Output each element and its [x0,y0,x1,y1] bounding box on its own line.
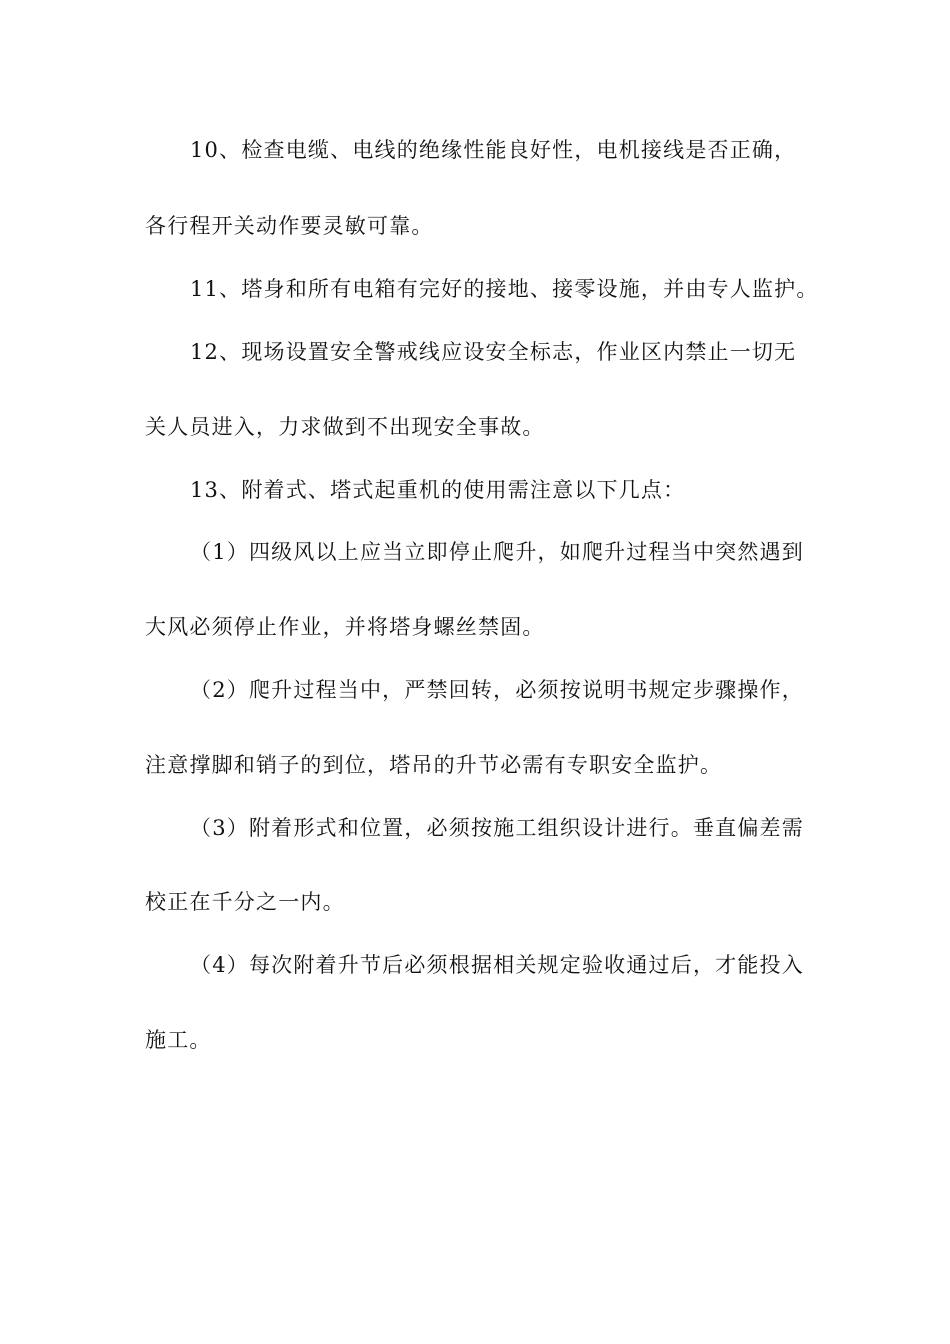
item-10-line-2: 各行程开关动作要灵敏可靠。 [145,214,434,238]
sub-item-3-line-1: （3）附着形式和位置，必须按施工组织设计进行。垂直偏差需 [190,816,804,840]
item-12-line-1: 12、现场设置安全警戒线应设安全标志，作业区内禁止一切无 [190,340,797,364]
sub-item-4-line-2: 施工。 [145,1028,212,1052]
item-11-line-1: 11、塔身和所有电箱有完好的接地、接零设施，并由专人监护。 [190,277,819,301]
sub-item-2-line-2: 注意撑脚和销子的到位，塔吊的升节必需有专职安全监护。 [145,753,723,777]
item-12-line-2: 关人员进入，力求做到不出现安全事故。 [145,415,545,439]
sub-item-3-line-2: 校正在千分之一内。 [145,890,345,914]
sub-item-1-line-2: 大风必须停止作业，并将塔身螺丝禁固。 [145,615,545,639]
item-10-line-1: 10、检查电缆、电线的绝缘性能良好性，电机接线是否正确， [190,138,797,162]
sub-item-4-line-1: （4）每次附着升节后必须根据相关规定验收通过后，才能投入 [190,953,804,977]
sub-item-1-line-1: （1）四级风以上应当立即停止爬升，如爬升过程当中突然遇到 [190,540,804,564]
sub-item-2-line-1: （2）爬升过程当中，严禁回转，必须按说明书规定步骤操作， [190,678,804,702]
item-13-heading: 13、附着式、塔式起重机的使用需注意以下几点： [190,478,686,502]
